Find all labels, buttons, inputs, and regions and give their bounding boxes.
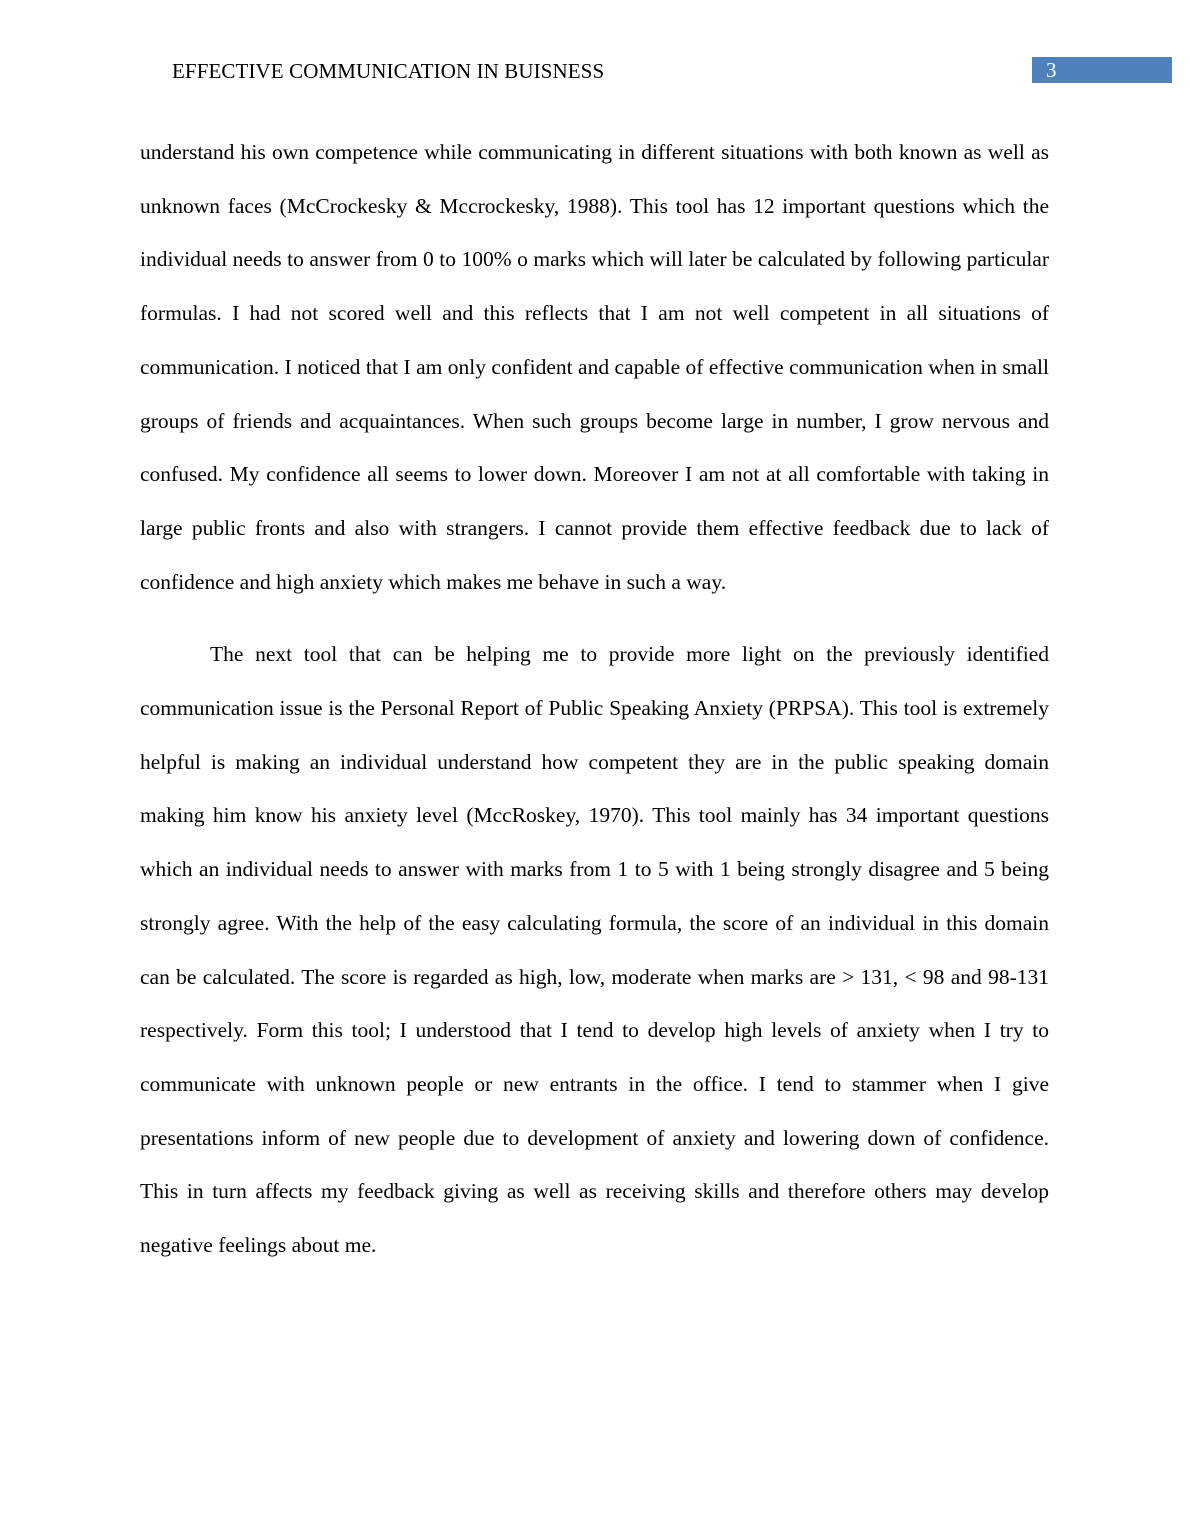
running-head-title: EFFECTIVE COMMUNICATION IN BUISNESS: [172, 59, 605, 83]
body-paragraph-1: understand his own competence while communicating in different situations with both known as well as unknown faces (McCrockesky & Mccrockesky, 1988). This tool has 12 important questions which the individual needs to answer from 0 to 100% o marks which will later be calculated by following particular formulas. I had not scored well and this reflects that I am not well competent in all situations of communication. I noticed that I am only confident and capable of effective communication when in small groups of friends and acquaintances. When such groups become large in number, I grow nervous and confused. My confidence all seems to lower down. Moreover I am not at all comfortable with taking in large public fronts and also with strangers. I cannot provide them effective feedback due to lack of confidence and high anxiety which makes me behave in such a way.: [140, 140, 1049, 594]
body-paragraph-2: The next tool that can be helping me to provide more light on the previously identified communication issue is the Personal Report of Public Speaking Anxiety (PRPSA). This tool is extremely helpful is making an individual understand how competent they are in the public speaking domain making him know his anxiety level (MccRoskey, 1970). This tool mainly has 34 important questions which an individual needs to answer with marks from 1 to 5 with 1 being strongly disagree and 5 being strongly agree. With the help of the easy calculating formula, the score of an individual in this domain can be calculated. The score is regarded as high, low, moderate when marks are > 131, < 98 and 98-131 respectively. Form this tool; I understood that I tend to develop high levels of anxiety when I try to communicate with unknown people or new entrants in the office. I tend to stammer when I give presentations inform of new people due to development of anxiety and lowering down of confidence. This in turn affects my feedback giving as well as receiving skills and therefore others may develop negative feelings about me.: [140, 642, 1049, 1258]
document-body: [140, 126, 1049, 1273]
page-number-badge: 3: [1032, 57, 1172, 83]
